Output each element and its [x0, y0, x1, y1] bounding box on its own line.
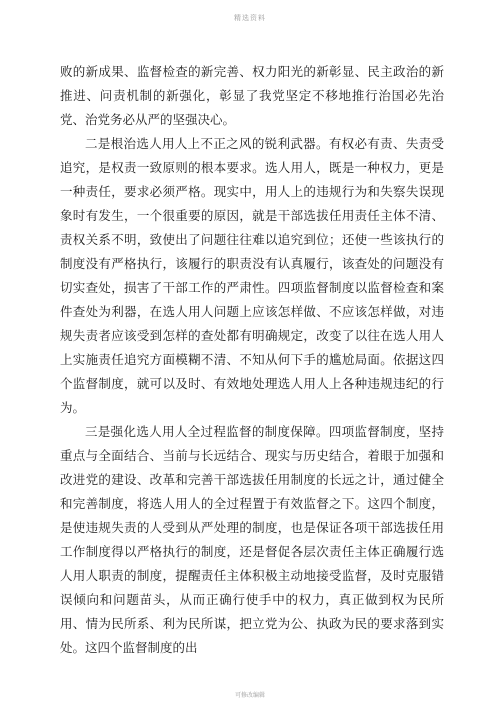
- document-body: [60, 60, 444, 660]
- page-header: 精选资料: [234, 14, 266, 22]
- paragraph-continuation: 败的新成果、监督检查的新完善、权力阳光的新彰显、民主政治的新推进、问责机制的新强化，彰显了我党坚定不移地推行治国必先治党、治党务必从严的坚强决心。: [60, 64, 444, 127]
- page-footer: 可修改编辑: [234, 692, 265, 699]
- paragraph-second-point: 二是根治选人用人上不正之风的锐利武器。有权必有责、失责受追究，是权责一致原则的根本要求。选人用人，既是一种权力，更是一种责任，要求必须严格。现实中，用人上的违规行为和失察失误现象时有发生，一个很重要的原因，就是干部选拔任用责任主体不清、责权关系不明，致使出了问题往往难以追究到位；还使一些该执行的制度没有严格执行，该履行的职责没有认真履行，该查处的问题没有切实查处，损害了干部工作的严肃性。四项监督制度以监督检查和案件查处为利器，在选人用人问题上应该怎样做、不应该怎样做，对违规失责者应该受到怎样的查处都有明确规定，改变了以往在选人用人上实施责任追究方面模糊不清、不知从何下手的尴尬局面。依据这四个监督制度，就可以及时、有效地处理选人用人上各种违规违纪的行为。: [60, 136, 444, 415]
- paragraph-third-point: 三是强化选人用人全过程监督的制度保障。四项监督制度，坚持重点与全面结合、当前与长远结合、现实与历史结合，着眼于加强和改进党的建设、改革和完善干部选拔任用制度的长远之计，通过健全和完善制度，将选人用人的全过程置于有效监督之下。这四个制度，是使违规失责的人受到从严处理的制度，也是保证各项干部选拔任用工作制度得以严格执行的制度，还是督促各层次责任主体正确履行选人用人职责的制度，提醒责任主体积极主动地接受监督，及时克服错误倾向和问题苗头，从而正确行使手中的权力，真正做到权为民所用、情为民所系、利为民所谋，把立党为公、执政为民的要求落到实处。这四个监督制度的出: [60, 424, 444, 655]
